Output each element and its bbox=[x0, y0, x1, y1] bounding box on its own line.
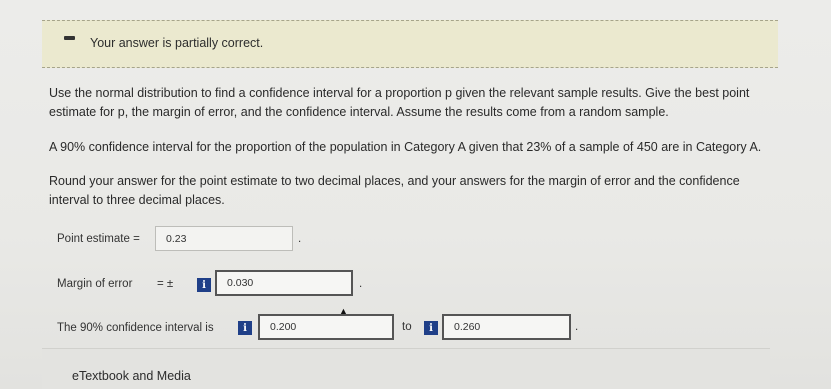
status-message: Your answer is partially correct. bbox=[90, 36, 264, 50]
upper-bound-input[interactable] bbox=[442, 314, 571, 340]
period-margin: . bbox=[359, 278, 363, 290]
lower-bound-value: 0.200 bbox=[270, 321, 297, 333]
upper-bound-info-icon[interactable]: i bbox=[424, 321, 438, 335]
rounding-instructions: Round your answer for the point estimate to two decimal places, and your answers for the margin of error and the confidence interval to three decimal places. bbox=[49, 174, 740, 207]
etextbook-panel[interactable] bbox=[42, 348, 770, 389]
question-text: Use the normal distribution to find a confidence interval for a proportion p given the relevant sample results. Give the best point estimate for p, the margin of error, and the confidence interval. Assume the results come from a random sample. bbox=[49, 86, 750, 119]
margin-of-error-label: Margin of error bbox=[57, 278, 133, 290]
plus-minus-symbol: = ± bbox=[157, 278, 174, 290]
sub-question-text: A 90% confidence interval for the proportion of the population in Category A given that 23% of a sample of 450 are in Category A. bbox=[49, 140, 762, 154]
minus-icon bbox=[64, 36, 75, 40]
lower-bound-info-icon[interactable]: i bbox=[238, 321, 252, 335]
lower-bound-input[interactable] bbox=[258, 314, 394, 340]
margin-of-error-input[interactable] bbox=[215, 270, 353, 296]
status-banner bbox=[42, 20, 778, 68]
margin-info-icon[interactable]: i bbox=[197, 278, 211, 292]
point-estimate-input[interactable] bbox=[155, 226, 293, 251]
point-estimate-label: Point estimate = bbox=[57, 233, 140, 245]
mouse-cursor-icon: ▲ bbox=[339, 306, 348, 316]
point-estimate-value: 0.23 bbox=[166, 232, 187, 245]
upper-bound-value: 0.260 bbox=[454, 321, 481, 333]
to-label: to bbox=[402, 321, 412, 333]
confidence-interval-label: The 90% confidence interval is bbox=[57, 322, 214, 334]
margin-of-error-value: 0.030 bbox=[227, 277, 254, 289]
period-point-estimate: . bbox=[298, 233, 302, 245]
period-interval: . bbox=[575, 321, 579, 333]
etextbook-label: eTextbook and Media bbox=[72, 369, 191, 383]
